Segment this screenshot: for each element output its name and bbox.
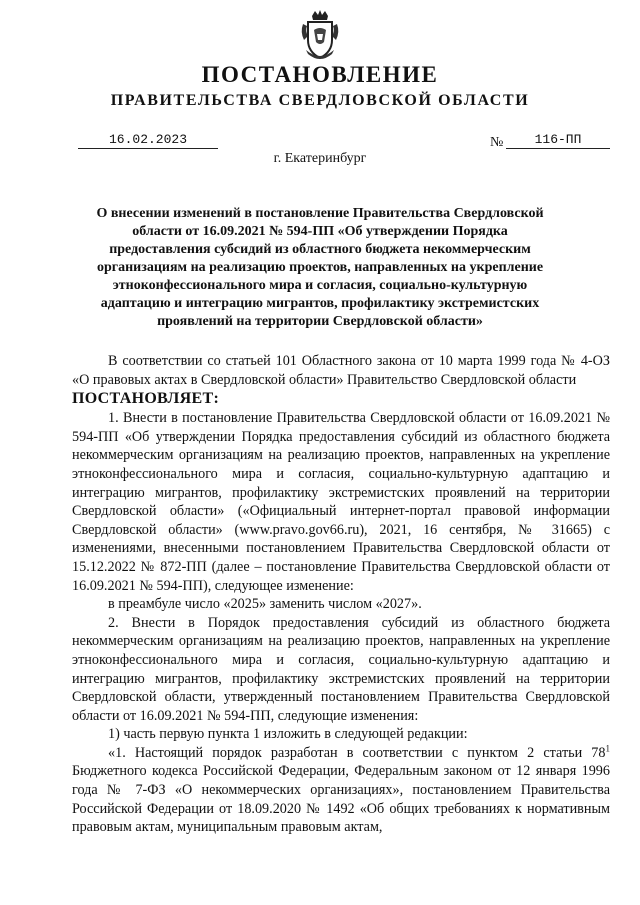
document-number: 116-ПП xyxy=(506,132,610,149)
paragraph-3-end: Бюджетного кодекса Российской Федерации, Федеральным законом от 12 января 1996 года № 7-ФЗ «О некоммерческих организациях», постановлением Правительства Российской Федерации от 18.09.2020 № 1492 «Об общих требованиях к нормативным правовым актам, муниципальным правовым актам, xyxy=(72,763,610,836)
paragraph-2-item-1: 1) часть первую пункта 1 изложить в следующей редакции: xyxy=(108,726,468,743)
preamble-paragraph: В соответствии со статьей 101 Областного закона от 10 марта 1999 года № 4-ОЗ «О правовых актах в Свердловской области» Правительство Свердловской области xyxy=(72,353,610,388)
document-heading: О внесении изменений в постановление Правительства Свердловской области от 16.09.2021 № 594-ПП «Об утверждении Порядка предоставления субсидий из областного бюджета некоммерческим организациям на реализацию проектов, направленных на укрепление этноконфессионального мира и согласия, социально-культурную адаптацию и интеграцию мигрантов, профилактику экстремистских проявлений на территории Свердловской области» xyxy=(96,206,544,329)
city: г. Екатеринбург xyxy=(273,151,367,166)
paragraph-1-amendment: в преамбуле число «2025» заменить числом «2027». xyxy=(108,596,422,613)
document-body xyxy=(72,352,610,837)
number-label: № xyxy=(490,135,504,150)
resolves-label: ПОСТАНОВЛЯЕТ: xyxy=(72,390,220,408)
paragraph-2: 2. Внести в Порядок предоставления субсидий из областного бюджета некоммерческим организациям на реализацию проектов, направленных на укрепление этноконфессионального мира и согласия, социально-культурную адаптацию и интеграцию мигрантов, профилактику экстремистских проявлений на территории Свердловской области, утвержденный постановлением Правительства Свердловской области от 16.09.2021 № 594-ПП, следующие изменения: xyxy=(72,614,610,724)
paragraph-1: 1. Внести в постановление Правительства Свердловской области от 16.09.2021 № 594-ПП «Об утверждении Порядка предоставления субсидий из областного бюджета некоммерческим организациям на реализацию проектов, направленных на укрепление этноконфессионального мира и согласия, социально-культурную адаптацию и интеграцию мигрантов, профилактику экстремистских проявлений на территории Свердловской области» («Официальный интернет-портал правовой информации Свердловской области» (www.pravo.gov66.ru), 2021, 16 сентября, № 31665) с изменениями, внесенными постановлением Правительства Свердловской области от 15.12.2022 № 872-ПП (далее – постановление Правительства Свердловской области от 16.09.2021 № 594-ПП), следующее изменение: xyxy=(72,410,610,594)
document-title: ПОСТАНОВЛЕНИЕ xyxy=(201,62,439,87)
paragraph-3 xyxy=(72,744,610,837)
paragraph-3-start: «1. Настоящий порядок разработан в соответствии с пунктом 2 статьи 78 xyxy=(108,744,606,761)
article-superscript: 1 xyxy=(605,743,610,754)
coat-of-arms-icon xyxy=(300,10,340,62)
issuer-subtitle: ПРАВИТЕЛЬСТВА СВЕРДЛОВСКОЙ ОБЛАСТИ xyxy=(110,92,530,109)
document-date: 16.02.2023 xyxy=(78,132,218,149)
